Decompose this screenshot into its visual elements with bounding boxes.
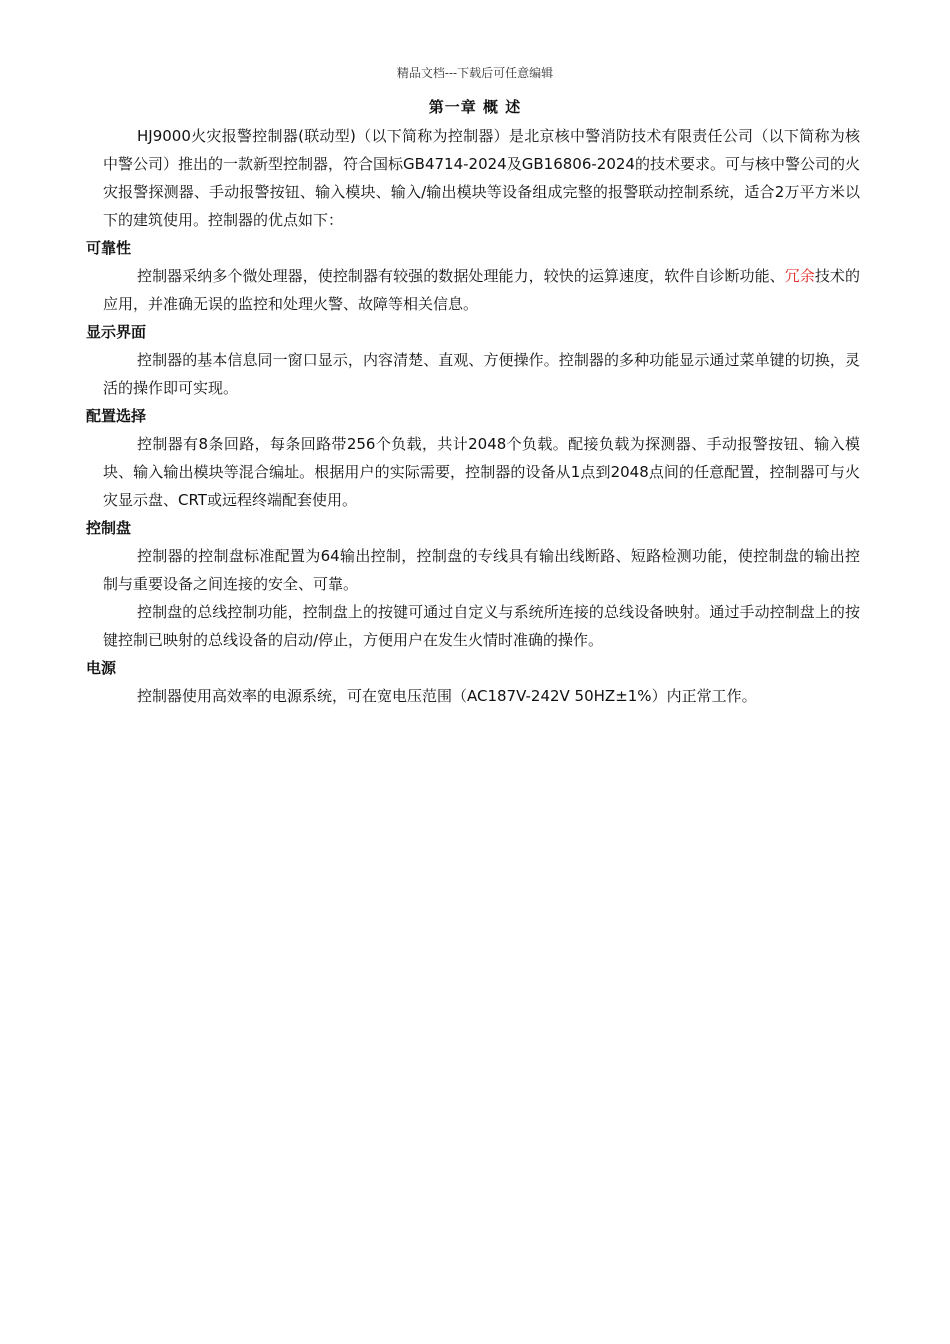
chapter-title: 第一章 概 述	[428, 98, 522, 116]
section-heading-reliability: 可靠性	[86, 239, 132, 257]
power-paragraph: 控制器使用高效率的电源系统，可在宽电压范围（AC187V-242V 50HZ±1%）内正常工作。	[137, 687, 757, 705]
intro-paragraph: HJ9000火灾报警控制器(联动型)（以下简称为控制器）是北京核中警消防技术有限责任公司（以下简称为核中警公司）推出的一款新型控制器，符合国标GB4714-2024及GB16806-2024的技术要求。可与核中警公司的火灾报警探测器、手动报警按钮、输入模块、输入/输出模块等设备组成完整的报警联动控制系统，适合2万平方米以下的建筑使用。控制器的优点如下：	[103, 127, 860, 229]
reliability-text-after: 技术的应用，并准确无误的监控和处理火警、故障等相关信息。	[103, 267, 860, 313]
highlighted-term: 冗余	[784, 267, 815, 285]
display-paragraph: 控制器的基本信息同一窗口显示，内容清楚、直观、方便操作。控制器的多种功能显示通过菜单键的切换，灵活的操作即可实现。	[103, 351, 860, 397]
control-panel-paragraph-2: 控制盘的总线控制功能，控制盘上的按键可通过自定义与系统所连接的总线设备映射。通过手动控制盘上的按键控制已映射的总线设备的启动/停止，方便用户在发生火情时准确的操作。	[103, 603, 860, 649]
section-heading-display: 显示界面	[86, 323, 147, 341]
document-body	[86, 122, 860, 710]
section-heading-power: 电源	[86, 659, 117, 677]
section-heading-configuration: 配置选择	[86, 407, 147, 425]
reliability-text-before: 控制器采纳多个微处理器，使控制器有较强的数据处理能力，较快的运算速度，软件自诊断功能、	[137, 267, 785, 285]
control-panel-paragraph-1: 控制器的控制盘标准配置为64输出控制，控制盘的专线具有输出线断路、短路检测功能，使控制盘的输出控制与重要设备之间连接的安全、可靠。	[103, 547, 860, 593]
header-note: 精品文档---下载后可任意编辑	[396, 66, 554, 80]
reliability-paragraph	[86, 262, 860, 318]
section-heading-control-panel: 控制盘	[86, 519, 132, 537]
configuration-paragraph: 控制器有8条回路，每条回路带256个负载，共计2048个负载。配接负载为探测器、手动报警按钮、输入模块、输入输出模块等混合编址。根据用户的实际需要，控制器的设备从1点到2048点间的任意配置，控制器可与火灾显示盘、CRT或远程终端配套使用。	[103, 435, 860, 509]
